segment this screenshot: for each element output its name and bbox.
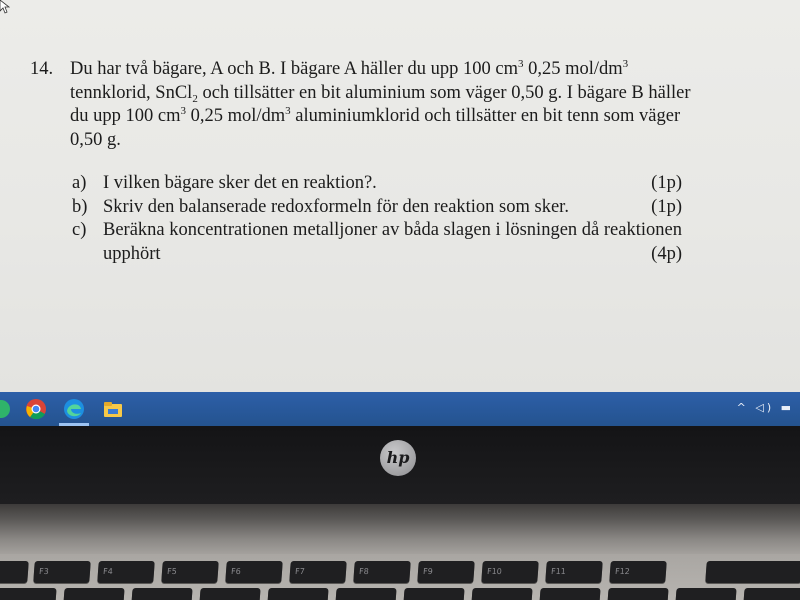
- windows-taskbar: [0, 392, 800, 426]
- hp-logo: hp: [380, 440, 416, 476]
- keyboard-key[interactable]: [403, 588, 464, 600]
- keyboard-key[interactable]: [63, 588, 124, 600]
- keyboard-key-f3[interactable]: F3: [33, 561, 91, 583]
- keyboard-key[interactable]: [199, 588, 260, 600]
- keyboard-key-f11[interactable]: F11: [545, 561, 603, 583]
- laptop-hinge: [0, 504, 800, 554]
- exercise-document: [30, 58, 770, 266]
- sub-question-c-continuation: upphört (4p): [72, 243, 682, 267]
- keyboard-key[interactable]: [607, 588, 668, 600]
- question-line-2: tennklorid, SnCl$_2$ och tillsätter en bit aluminium som väger 0,50 g. I bägare B häller: [70, 82, 691, 105]
- question-line-1: 14. Du har två bägare, A och B. I bägare A häller du upp 100 $cm^3$ 0,25 mol/$dm^3$: [30, 58, 770, 82]
- keyboard-key-f12[interactable]: F12: [609, 561, 667, 583]
- points-label: (1p): [651, 196, 682, 217]
- mouse-cursor-icon: [0, 0, 10, 14]
- keyboard-key[interactable]: [539, 588, 600, 600]
- keyboard-key[interactable]: [131, 588, 192, 600]
- system-tray[interactable]: ^ ◁) ▬: [736, 401, 794, 414]
- sub-questions: [30, 172, 682, 266]
- sub-question-b: b) Skriv den balanserade redoxformeln för den reaktion som sker. (1p): [72, 196, 682, 220]
- keyboard-key-f10[interactable]: F10: [481, 561, 539, 583]
- question-number: 14.: [30, 59, 54, 79]
- points-label: (1p): [651, 173, 682, 193]
- keyboard-key[interactable]: [267, 588, 328, 600]
- question-line-3: du upp 100 $cm^3$ 0,25 mol/$dm^3$ aluminiumklorid och tillsätter en bit tenn som väger: [70, 105, 681, 126]
- points-label: (4p): [651, 243, 682, 264]
- keyboard-key[interactable]: [743, 588, 800, 600]
- keyboard-key-f5[interactable]: F5: [161, 561, 219, 583]
- keyboard-key-f7[interactable]: F7: [289, 561, 347, 583]
- keyboard-key[interactable]: [335, 588, 396, 600]
- edge-icon[interactable]: [63, 398, 85, 420]
- keyboard-key[interactable]: [675, 588, 736, 600]
- keyboard-key[interactable]: [471, 588, 532, 600]
- sub-question-c: c) Beräkna koncentrationen metalljoner av båda slagen i lösningen då reaktionen: [72, 220, 682, 240]
- keyboard-key[interactable]: [0, 561, 29, 583]
- keyboard-key[interactable]: [0, 588, 57, 600]
- keyboard-key-f8[interactable]: F8: [353, 561, 411, 583]
- keyboard-key-f6[interactable]: F6: [225, 561, 283, 583]
- keyboard-key[interactable]: [705, 561, 800, 583]
- start-icon[interactable]: [0, 398, 12, 420]
- keyboard-key-f9[interactable]: F9: [417, 561, 475, 583]
- sub-question-a: a) I vilken bägare sker det en reaktion?. (1p): [72, 172, 682, 196]
- file-explorer-icon[interactable]: [102, 398, 124, 420]
- keyboard-key-f4[interactable]: F4: [97, 561, 155, 583]
- chrome-icon[interactable]: [25, 398, 47, 420]
- question-line-4: 0,50 g.: [70, 129, 121, 150]
